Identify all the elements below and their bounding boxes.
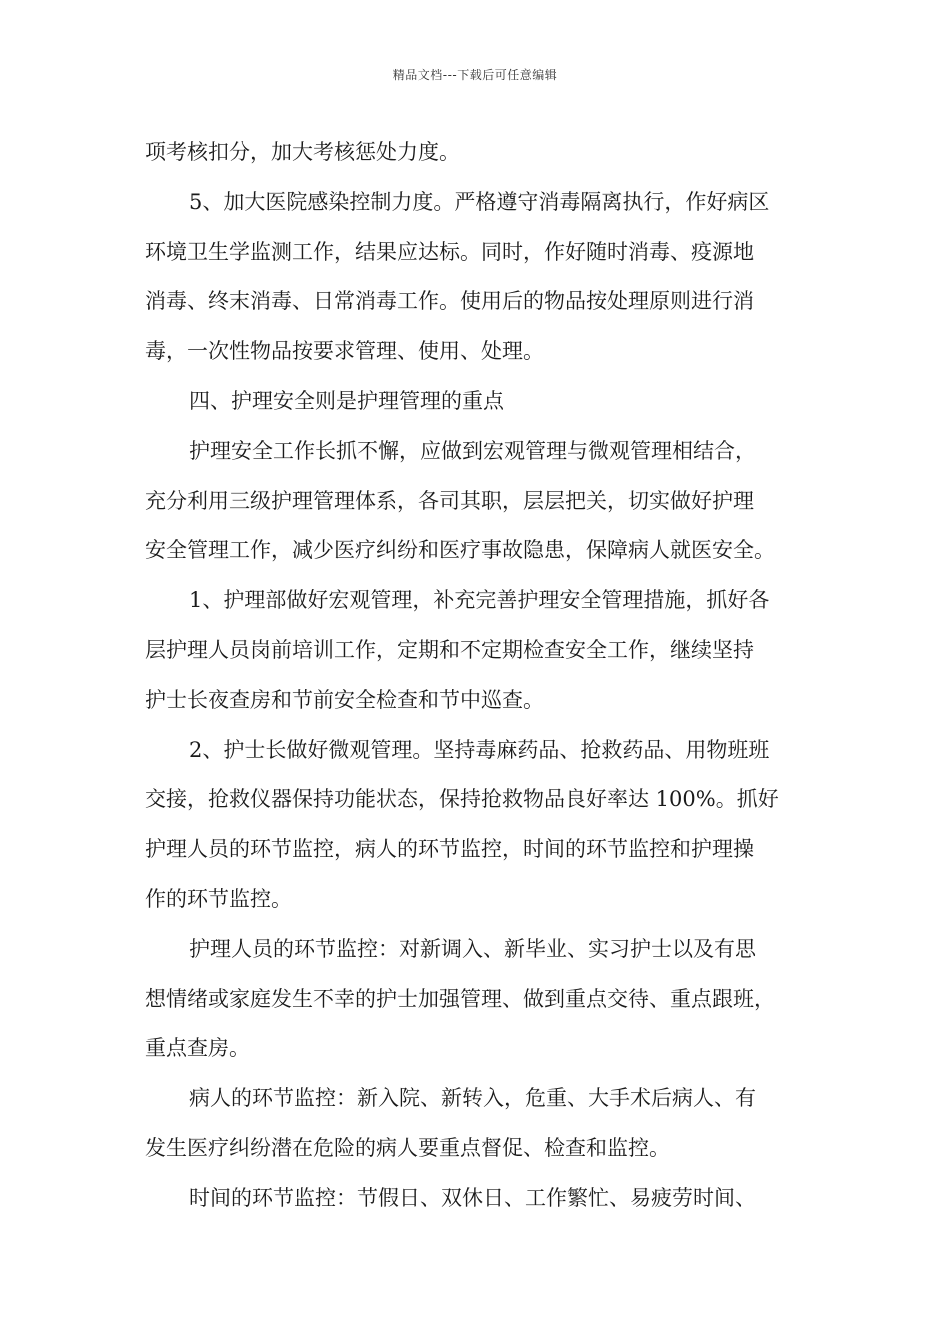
text-line: 安全管理工作，减少医疗纠纷和医疗事故隐患，保障病人就医安全。 — [145, 538, 775, 563]
text-line: 1、护理部做好宏观管理，补充完善护理安全管理措施，抓好各 — [189, 588, 770, 613]
text-line: 5、加大医院感染控制力度。严格遵守消毒隔离执行，作好病区 — [189, 189, 770, 214]
text-line: 护理人员的环节监控：对新调入、新毕业、实习护士以及有思 — [189, 936, 756, 961]
text-line: 消毒、终末消毒、日常消毒工作。使用后的物品按处理原则进行消 — [145, 289, 754, 314]
page-header: 精品文档---下载后可任意编辑 — [392, 68, 558, 82]
text-line: 2、护士长做好微观管理。坚持毒麻药品、抢救药品、用物班班 — [189, 737, 770, 762]
text-line: 重点查房。 — [145, 1036, 250, 1061]
text-line: 护理人员的环节监控，病人的环节监控，时间的环节监控和护理操 — [145, 837, 754, 862]
text-line: 毒，一次性物品按要求管理、使用、处理。 — [145, 339, 544, 364]
text-line: 护士长夜查房和节前安全检查和节中巡查。 — [145, 687, 544, 712]
text-line: 护理安全工作长抓不懈，应做到宏观管理与微观管理相结合， — [189, 438, 756, 463]
document-body — [145, 128, 815, 1224]
text-line: 发生医疗纠纷潜在危险的病人要重点督促、检查和监控。 — [145, 1135, 670, 1160]
text-line: 时间的环节监控：节假日、双休日、工作繁忙、易疲劳时间、 — [189, 1185, 756, 1210]
text-line: 交接，抢救仪器保持功能状态，保持抢救物品良好率达 100%。抓好 — [145, 787, 779, 812]
text-line: 充分利用三级护理管理体系，各司其职，层层把关，切实做好护理 — [145, 488, 754, 513]
text-line: 环境卫生学监测工作，结果应达标。同时，作好随时消毒、疫源地 — [145, 239, 754, 264]
text-line: 病人的环节监控：新入院、新转入，危重、大手术后病人、有 — [189, 1086, 756, 1111]
section-heading: 四、护理安全则是护理管理的重点 — [189, 388, 504, 413]
text-line: 项考核扣分，加大考核惩处力度。 — [145, 140, 460, 164]
text-line: 层护理人员岗前培训工作，定期和不定期检查安全工作，继续坚持 — [145, 637, 754, 662]
text-line: 想情绪或家庭发生不幸的护士加强管理、做到重点交待、重点跟班， — [145, 986, 775, 1011]
text-line: 作的环节监控。 — [145, 886, 292, 911]
